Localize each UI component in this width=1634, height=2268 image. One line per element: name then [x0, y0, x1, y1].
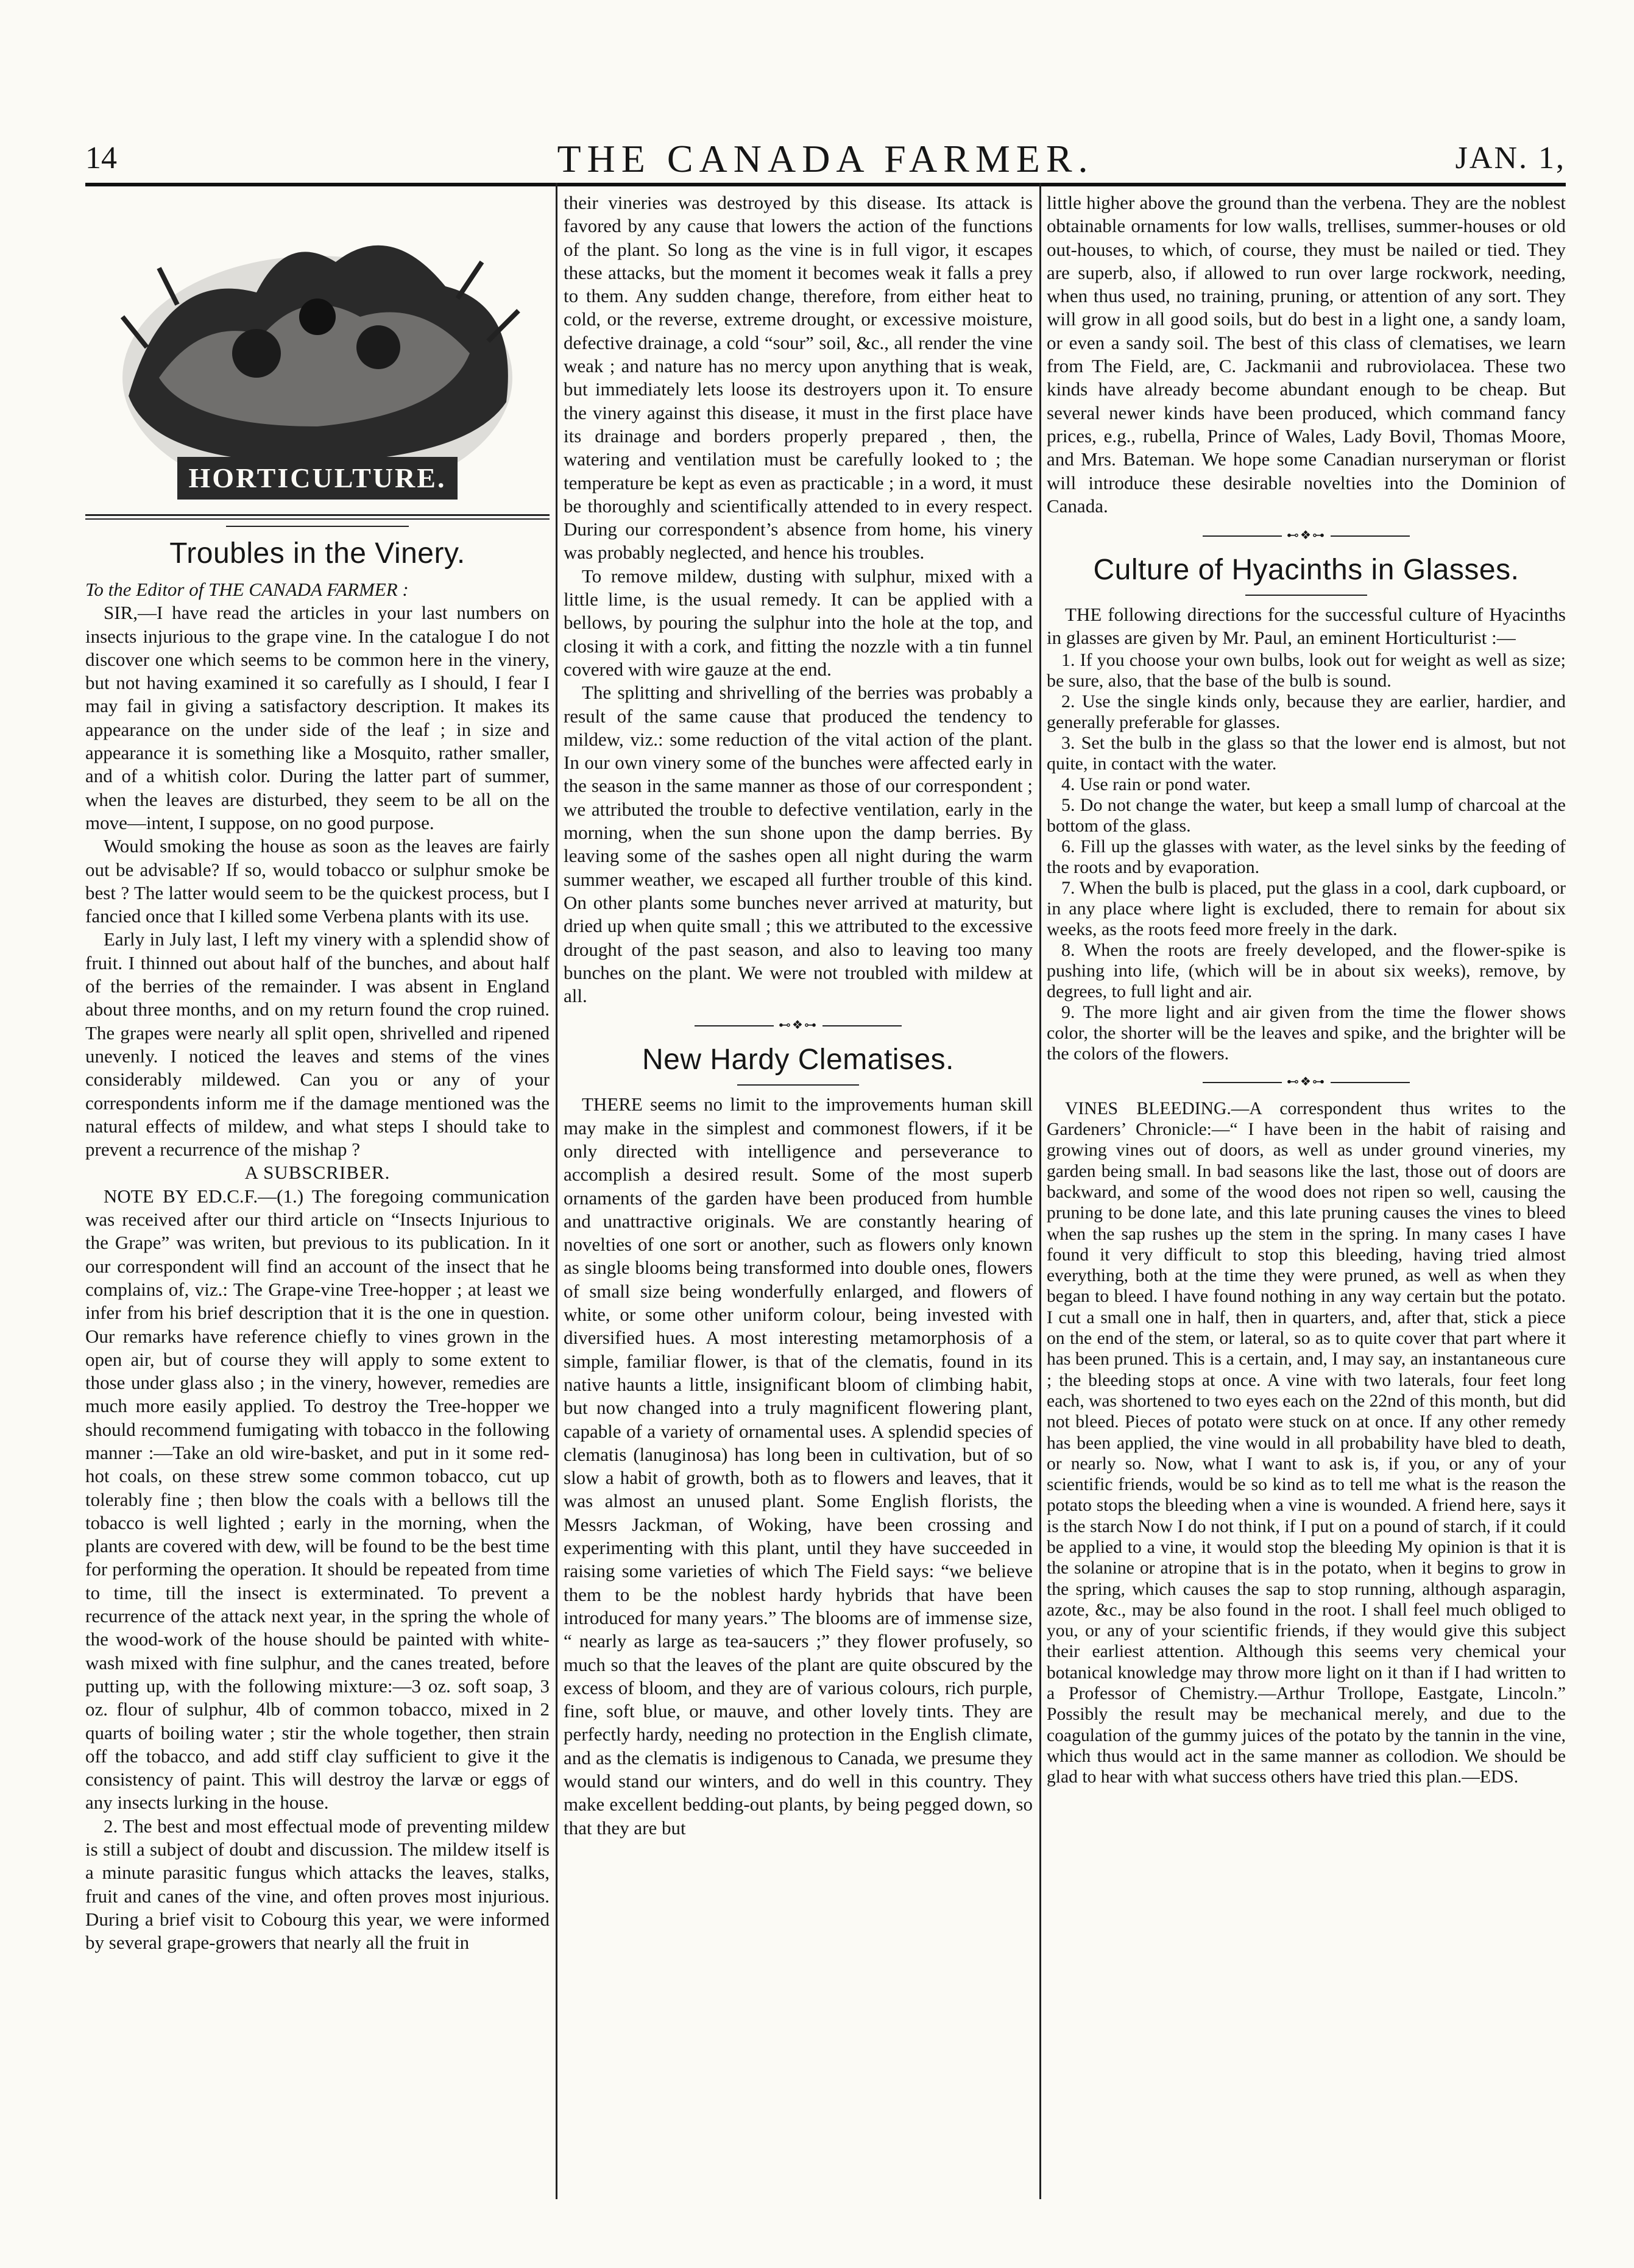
- section-separator: [564, 1017, 1033, 1032]
- editor-note: 2. The best and most effectual mode of preventing mildew is still a subject of doubt and discussion. The mildew itself is a minute parasitic fungus which attacks the leaves, stalks, fruit and canes of the vine, and often proves most injurious. During a brief visit to Cobourg this year, we were informed by several grape-growers that nearly all the fruit in: [85, 1815, 550, 1954]
- short-rule: [737, 1084, 859, 1086]
- article-heading-hyacinths: Culture of Hyacinths in Glasses.: [1093, 554, 1519, 587]
- header-rule: [85, 183, 1566, 186]
- letter-paragraph: Would smoking the house as soon as the leaves are fairly out be advisable? If so, would tobacco or sulphur smoke be best ? The latter would seem to be the quickest process, but I fancied once that I killed some Verbena plants with its use.: [85, 835, 550, 927]
- horticulture-banner-illustration: [104, 195, 531, 512]
- article-paragraph: To remove mildew, dusting with sulphur, mixed with a little lime, is the usual remedy. It can be applied with a bellows, by pouring the sulphur into the hole at the top, and closing it with a cork, and fitting the nozzle with a tin funnel covered with wire gauze at the end.: [564, 565, 1033, 680]
- short-rule: [1245, 595, 1367, 596]
- column-2: [564, 191, 1033, 2196]
- short-rule: [226, 526, 409, 527]
- vines-bleeding-paragraph: VINES BLEEDING.—A correspondent thus writes to the Gardeners’ Chronicle:—“ I have been in the habit of raising and growing vines out of doors, as well as under ground vineries, my garden being small. In bad seasons like the last, those out of doors are backward, and some of the wood does not ripen so well, causing the pruning to be done late, and this late pruning causes the vines to bleed when the sap rushes up the stem in the spring. In many cases I have found it very difficult to stop this bleeding, having tried almost everything, both at the time they were pruned, as well as when they began to bleed. I have found nothing in any way certain but the potato. I cut a small one in half, then in quarters, and, after that, stick a piece on the end of the stem, or lateral, so as to quite cover that part where it has been pruned. This is a certain, and, I may say, an instantaneous cure ; the bleeding stops at once. A vine with two laterals, four feet long each, was shortened to two eyes each on the 22nd of this month, but did not bleed. Pieces of potato were stuck on at once. If any other remedy has been applied, the vine would in all probability have bled to death, or nearly so. Now, what I want to ask is, if you, or any of your scientific friends, would be so kind as to tell me what is the reason the potato stops the bleeding when a vine is wounded. A friend here, says it is the starch Now I do not think, if I put on a pound of starch, if it could be applied to a vine, it would stop the bleeding My opinion is that it is the solanine or atropine that is in the potato, when it begins to grow in the spring, which causes the sap to stop running, although asparagin, azote, &c., may be also found in the root. I shall feel much obliged to you, or any of your scientific friends, if they would give this subject their earliest attention. Although this seems very chemical your botanical knowledge may throw more light on it than if I had written to a Professor of Chemistry.—Arthur Trollope, Eastgate, Lincoln.” Possibly the result may be mechanical merely, and due to the coagulation of the gummy juices of the potato by the tannin in the vine, which thus would act in the same manner as collodion. We should be glad to hear with what success others have tried this plan.—EDS.: [1047, 1098, 1566, 1787]
- article-heading-clematises: New Hardy Clematises.: [642, 1044, 954, 1076]
- issue-date: JAN. 1,: [1455, 141, 1566, 175]
- letter-salutation: To the Editor of THE CANADA FARMER :: [85, 579, 409, 600]
- section-separator: [1047, 528, 1566, 542]
- article-heading-vinery: Troubles in the Vinery.: [169, 537, 465, 570]
- hyacinth-directions-list: [1047, 650, 1566, 1064]
- column-divider: [1039, 183, 1041, 2199]
- article-paragraph: their vineries was destroyed by this disease. Its attack is favored by any cause that lowers the action of the functions of the plant. So long as the vine is in full vigor, it escapes these attacks, but the moment it becomes weak it falls a prey to them. Any sudden change, therefore, from either heat to cold, or the reverse, extreme drought, or excessive moisture, defective drainage, a cold “sour” soil, &c., all render the vine weak ; and nature has no mercy upon anything that is weak, but immediately lets loose its destroyers upon it. To ensure the vinery against this disease, it must in the first place have its drainage and borders properly prepared , then, the watering and ventilation must be carefully looked to ; the temperature be kept as even as practicable ; in a word, it must be thoroughly and scientifically attended to in every respect. During our correspondent’s absence from home, his vinery was probably neglected, and hence his troubles.: [564, 192, 1033, 563]
- article-paragraph: little higher above the ground than the verbena. They are the noblest obtainable ornaments for low walls, trellises, summer-houses or old out-houses, to which, of course, they must be nailed or tied. They are superb, also, if allowed to run over large rockwork, needing, when thus used, no training, pruning, or attention of any sort. They will grow in all good soils, but do best in a light one, a sandy loam, or even a sandy soil. The best of this class of clematises, we learn from The Field, are, C. Jackmanii and rubroviolacea. These two kinds have already become abundant enough to be cheap. But several newer kinds have been produced, which command fancy prices, e.g., rubella, Prince of Wales, Lady Bovil, Thomas Moore, and Mrs. Bateman. We hope some Canadian nurseryman or florist will introduce these desirable novelties into the Dominion of Canada.: [1047, 192, 1566, 517]
- section-separator: [1047, 1074, 1566, 1089]
- banner-label: HORTICULTURE.: [188, 462, 447, 493]
- list-item: 4. Use rain or pond water.: [1061, 774, 1251, 794]
- page-header: [85, 122, 1566, 180]
- column-3: [1047, 191, 1566, 2196]
- list-item: 2. Use the single kinds only, because they are earlier, hardier, and generally preferable for glasses.: [1047, 691, 1566, 732]
- list-item: 8. When the roots are freely developed, and the flower-spike is pushing into life, (which will be in about six weeks), remove, by degrees, to full light and air.: [1047, 939, 1566, 1002]
- list-item: 1. If you choose your own bulbs, look out for weight as well as size; be sure, also, that the base of the bulb is sound.: [1047, 649, 1566, 691]
- article-paragraph: THERE seems no limit to the improvements human skill may make in the simplest and commonest flowers, if it be only directed with intelligence and perseverance to accomplish a desired result. Some of the most superb ornaments of the garden have been produced from humble and unattractive originals. We are constantly hearing of novelties of one sort or another, such as flowers only known as single blooms being transformed into double ones, flowers of small size being wonderfully enlarged, and flowers of white, or some other uniform colour, being invested with diversified hues. A most interesting metamorphosis of a simple, familiar flower, is that of the clematis, found in its native haunts a little, insignificant bloom of climbing habit, but now changed into a truly magnificent flowering plant, capable of a variety of ornamental uses. A splendid species of clematis (lanuginosa) has long been in cultivation, but of so slow a habit of growth, both as to flowers and leaves, that it was almost an unused plant. Some English florists, the Messrs Jackman, of Woking, have been crossing and experimenting with this plant, until they have succeeded in raising some varieties of which The Field says: “we believe them to be the noblest hardy hybrids that have been introduced for many years.” The blooms are of immense size, “ nearly as large as tea-saucers ;” they flower profusely, so much so that the leaves of the plant are quite obscured by the excess of bloom, and they are of various colours, rich purple, fine, soft blue, or mauve, and other lovely tints. They are perfectly hardy, needing no protection in the English climate, and as the clematis is indigenous to Canada, we presume they would stand our winters, and do well in this country. They make excellent bedding-out plants, by being pegged down, so that they are but: [564, 1093, 1033, 1839]
- page-number: 14: [85, 141, 117, 175]
- list-item: 7. When the bulb is placed, put the glass in a cool, dark cupboard, or in any place where light is excluded, there to remain for about six weeks, as the roots feed more freely in the dark.: [1047, 877, 1566, 939]
- list-item: 3. Set the bulb in the glass so that the lower end is almost, but not quite, in contact with the water.: [1047, 732, 1566, 774]
- double-rule: [85, 514, 550, 520]
- letter-paragraph: Early in July last, I left my vinery with a splendid show of fruit. I thinned out about half of the bunches, and about half of the berries of the remainder. I was absent in England about three months, and on my return found the crop ruined. The grapes were nearly all split open, shrivelled and ripened unevenly. I noticed the leaves and stems of the vines considerably mildewed. Can you or any of your correspondents inform me if the damage mentioned was the natural effects of mildew, and what steps I should take to prevent a recurrence of the mishap ?: [85, 928, 550, 1160]
- editor-note: NOTE BY ED.C.F.—(1.) The foregoing communication was received after our third article on “Insects Injurious to the Grape” was writen, but previous to its publication. In it our correspondent will find an account of the insect that he complains of, viz.: The Grape-vine Tree-hopper ; at least we infer from his brief description that it is the one in question. Our remarks have reference chiefly to vines grown in the open air, but of course they will apply to some extent to those under glass also ; in the vinery, however, remedies are much more easily applied. To destroy the Tree-hopper we should recommend fumigating with tobacco in the following manner :—Take an old wire-basket, and put in it some red-hot coals, on these strew some common tobacco, cut up tolerably fine ; then blow the coals with a bellows till the tobacco is well lighted ; early in the morning, when the plants are covered with dew, will be found to be the best time for performing the operation. It should be repeated from time to time, till the insect is exterminated. To prevent a recurrence of the attack next year, in the spring the whole of the wood-work of the house should be painted with white-wash mixed with fine sulphur, and the canes treated, before putting up, with the following mixture:—3 oz. soft soap, 3 oz. flour of sulphur, 4lb of common tobacco, mixed in 2 quarts of boiling water ; stir the whole together, then strain off the tobacco, and add stiff clay sufficient to give it the consistency of paint. This will destroy the larvæ or eggs of any insects lurking in the house.: [85, 1185, 550, 1814]
- column-1: [85, 195, 550, 2199]
- letter-signature: A SUBSCRIBER.: [244, 1162, 391, 1184]
- column-divider: [556, 183, 557, 2199]
- list-item: 9. The more light and air given from the time the flower shows color, the shorter will be the leaves and spike, and the brighter will be the colors of the flowers.: [1047, 1002, 1566, 1064]
- list-item: 6. Fill up the glasses with water, as the level sinks by the feeding of the roots and by evaporation.: [1047, 836, 1566, 877]
- article-paragraph: The splitting and shrivelling of the berries was probably a result of the same cause that produced the tendency to mildew, viz.: some reduction of the vital action of the plant. In our own vinery some of the bunches were affected early in the season in the same manner as those of our correspondent ; we attributed the trouble to defective ventilation, early in the morning, when the sun shone upon the damp berries. By leaving some of the sashes open all night during the warm summer weather, we escaped all further trouble of this kind. On other plants some bunches never arrived at maturity, but dried up when quite small ; this we attributed to the excessive drought of the past season, and also to leaving too many bunches on the plant. We were not troubled with mildew at all.: [564, 682, 1033, 1007]
- list-item: 5. Do not change the water, but keep a small lump of charcoal at the bottom of the glass.: [1047, 794, 1566, 836]
- masthead-title: THE CANADA FARMER.: [557, 137, 1094, 180]
- letter-paragraph: SIR,—I have read the articles in your last numbers on insects injurious to the grape vine. In the catalogue I do not discover one which seems to be common here in the vinery, but not having examined it so carefully as I should, I fear I may fail in giving a satisfactory description. It makes its appearance on the under side of the leaf ; in size and appearance it is something like a Mosquito, rather smaller, and of a whitish color. During the latter part of summer, when the leaves are disturbed, they seem to be all on the move—intent, I suppose, on no good purpose.: [85, 602, 550, 833]
- article-paragraph: THE following directions for the successful culture of Hyacinths in glasses are given by Mr. Paul, an eminent Horticulturist :—: [1047, 604, 1566, 649]
